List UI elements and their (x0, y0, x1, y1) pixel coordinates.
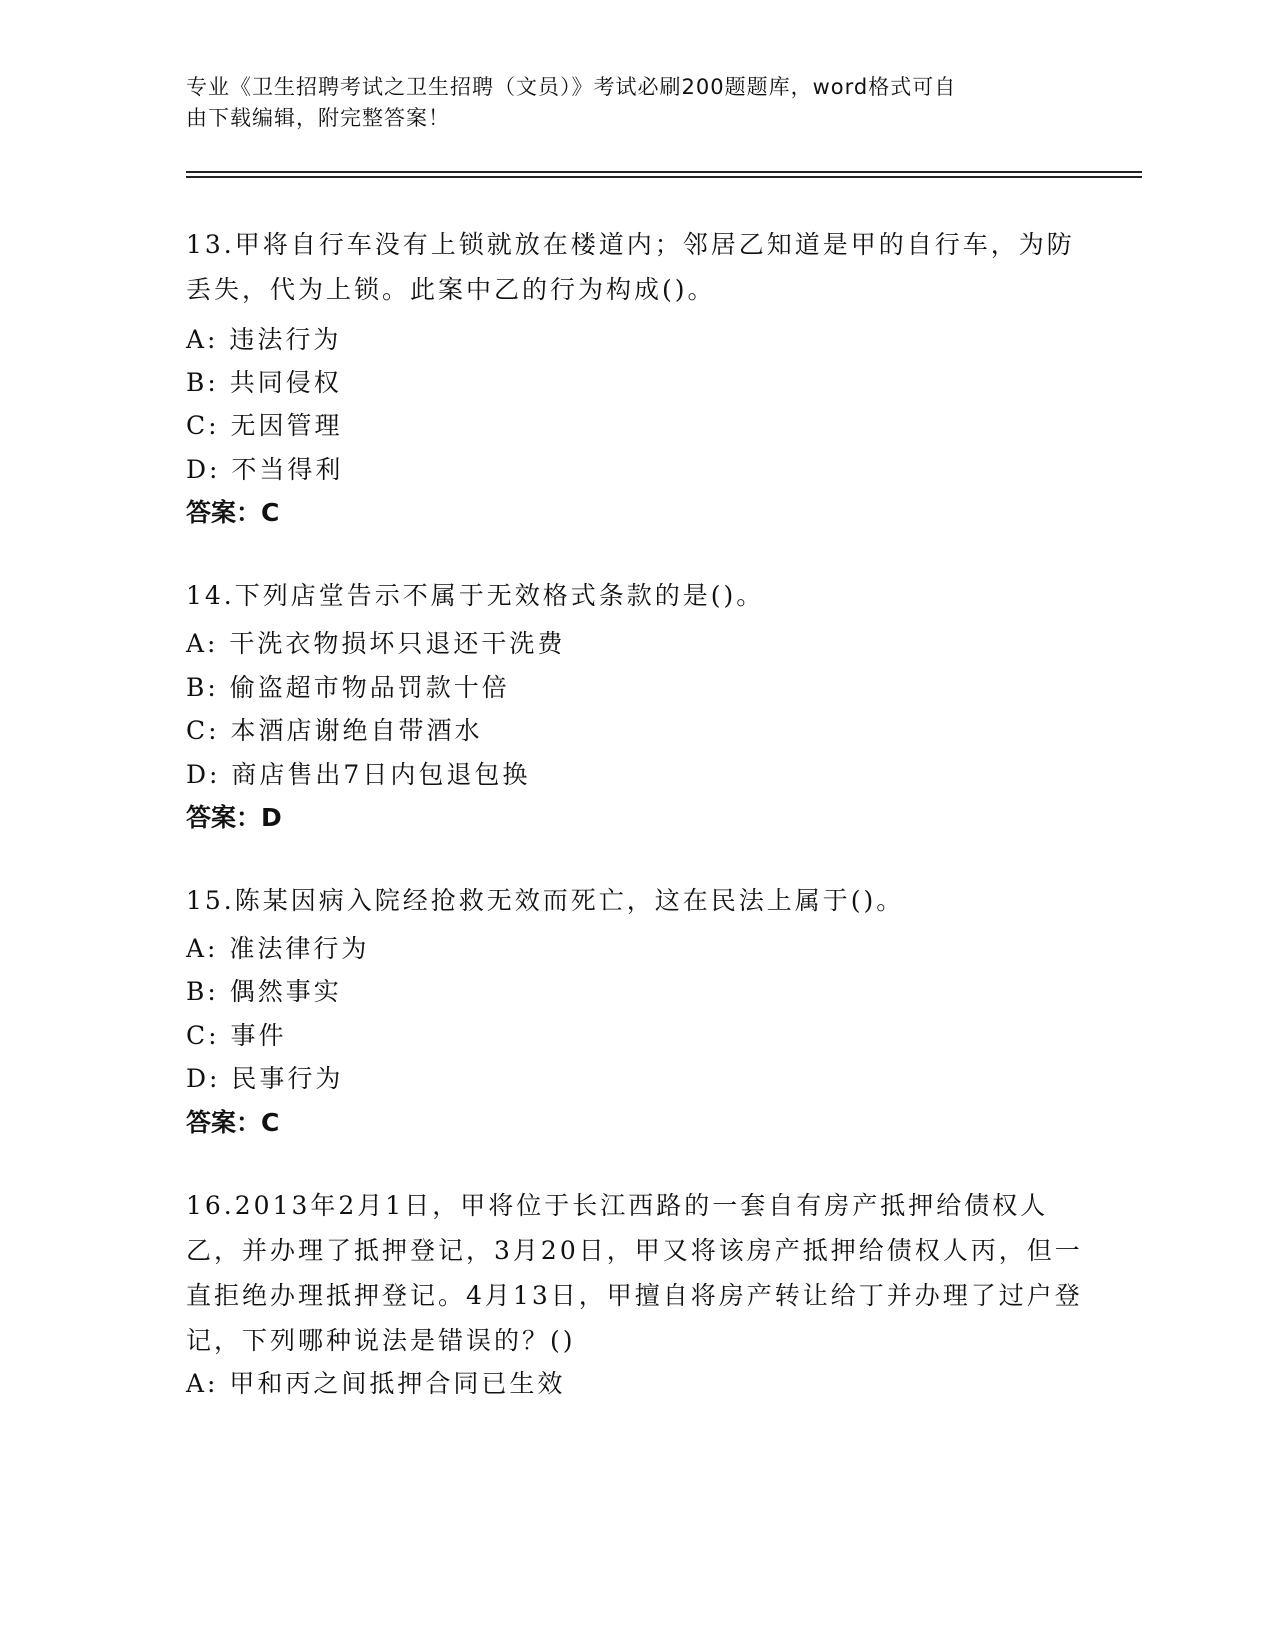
header-rule-top (186, 171, 1142, 173)
question-15-option-c: C: 事件 (186, 1021, 287, 1050)
header-title-line1: 专业《卫生招聘考试之卫生招聘（文员）》考试必刷200题题库，word格式可自 (186, 75, 957, 99)
question-15-option-d: D: 民事行为 (186, 1064, 344, 1093)
question-15-option-b: B: 偶然事实 (186, 977, 342, 1006)
question-16-stem: 16.2013年2月1日，甲将位于长江西路的一套自有房产抵押给债权人乙，并办理了抵押登记，3月20日，甲又将该房产抵押给债权人丙，但一直拒绝办理抵押登记。4月13日，甲擅自将房产转让给丁并办理了过户登记，下列哪种说法是错误的？() (186, 1191, 1083, 1355)
question-13-option-c: C: 无因管理 (186, 411, 343, 440)
question-13-answer: 答案：C (186, 498, 280, 527)
question-14-option-d: D: 商店售出7日内包退包换 (186, 760, 531, 789)
question-13-stem: 13.甲将自行车没有上锁就放在楼道内；邻居乙知道是甲的自行车，为防丢失，代为上锁。此案中乙的行为构成()。 (186, 230, 1075, 304)
header-rule-bottom (186, 176, 1142, 178)
question-14-option-b: B: 偷盗超市物品罚款十倍 (186, 673, 510, 702)
question-14-option-a: A: 干洗衣物损坏只退还干洗费 (186, 629, 566, 658)
question-15-option-a: A: 准法律行为 (186, 934, 370, 963)
question-14-answer: 答案：D (186, 803, 282, 832)
header-title-line2: 由下载编辑，附完整答案！ (186, 106, 450, 130)
question-13-option-b: B: 共同侵权 (186, 368, 342, 397)
question-14-option-c: C: 本酒店谢绝自带酒水 (186, 716, 483, 745)
question-15-answer: 答案：C (186, 1108, 280, 1137)
question-13-option-a: A: 违法行为 (186, 325, 342, 354)
question-14-stem: 14.下列店堂告示不属于无效格式条款的是()。 (186, 581, 765, 610)
document-header (186, 72, 1086, 134)
question-16-option-a: A: 甲和丙之间抵押合同已生效 (186, 1369, 566, 1398)
question-13-option-d: D: 不当得利 (186, 455, 344, 484)
question-15-stem: 15.陈某因病入院经抢救无效而死亡，这在民法上属于()。 (186, 886, 905, 915)
